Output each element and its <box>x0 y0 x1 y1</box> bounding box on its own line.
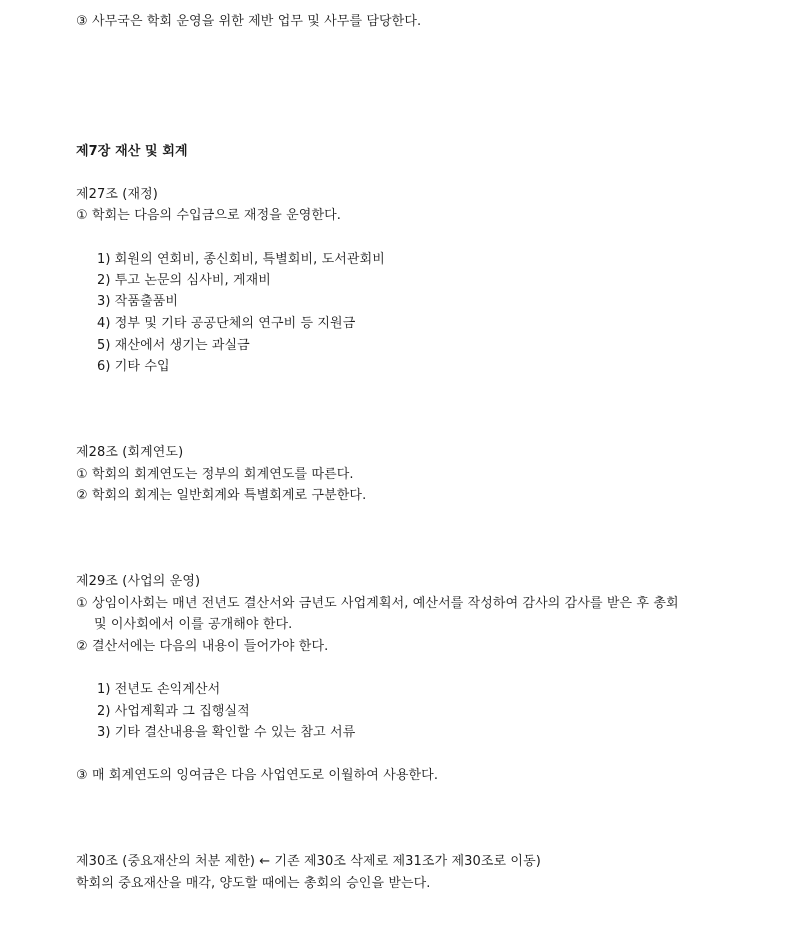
article-27-list-item: 4) 정부 및 기타 공공단체의 연구비 등 지원금 <box>97 316 356 331</box>
article-30-title: 제30조 (중요재산의 처분 제한) ← 기존 제30조 삭제로 제31조가 제30조로 이동) <box>76 854 541 869</box>
article-26-item-3: ③ 사무국은 학회 운영을 위한 제반 업무 및 사무를 담당한다. <box>76 14 422 29</box>
article-27-title: 제27조 (재정) <box>76 187 158 202</box>
article-27-list-item: 6) 기타 수입 <box>97 359 170 374</box>
article-29-title: 제29조 (사업의 운영) <box>76 574 201 589</box>
article-30-body: 학회의 중요재산을 매각, 양도할 때에는 총회의 승인을 받는다. <box>76 876 431 891</box>
article-29-list-item: 1) 전년도 손익계산서 <box>97 682 221 697</box>
article-29-list-item: 3) 기타 결산내용을 확인할 수 있는 참고 서류 <box>97 725 356 740</box>
article-29-paragraph-3: ③ 매 회계연도의 잉여금은 다음 사업연도로 이월하여 사용한다. <box>76 768 439 783</box>
article-28-title: 제28조 (회계연도) <box>76 445 184 460</box>
article-27-list-item: 5) 재산에서 생기는 과실금 <box>97 338 250 353</box>
article-29-paragraph-1-continued: 및 이사회에서 이를 공개해야 한다. <box>94 617 293 632</box>
article-29-list-item: 2) 사업계획과 그 집행실적 <box>97 704 250 719</box>
chapter-7-title: 제7장 재산 및 회계 <box>76 144 188 159</box>
article-29-paragraph-2: ② 결산서에는 다음의 내용이 들어가야 한다. <box>76 639 329 654</box>
article-27-list-item: 3) 작품출품비 <box>97 294 179 309</box>
article-28-paragraph-1: ① 학회의 회계연도는 정부의 회계연도를 따른다. <box>76 467 354 482</box>
article-27-list-item: 1) 회원의 연회비, 종신회비, 특별회비, 도서관회비 <box>97 252 385 267</box>
article-29-paragraph-1: ① 상임이사회는 매년 전년도 결산서와 금년도 사업계획서, 예산서를 작성하여 감사의 감사를 받은 후 총회 <box>76 596 679 611</box>
article-27-list-item: 2) 투고 논문의 심사비, 게재비 <box>97 273 271 288</box>
article-27-paragraph-1: ① 학회는 다음의 수입금으로 재정을 운영한다. <box>76 208 341 223</box>
article-28-paragraph-2: ② 학회의 회계는 일반회계와 특별회계로 구분한다. <box>76 488 367 503</box>
